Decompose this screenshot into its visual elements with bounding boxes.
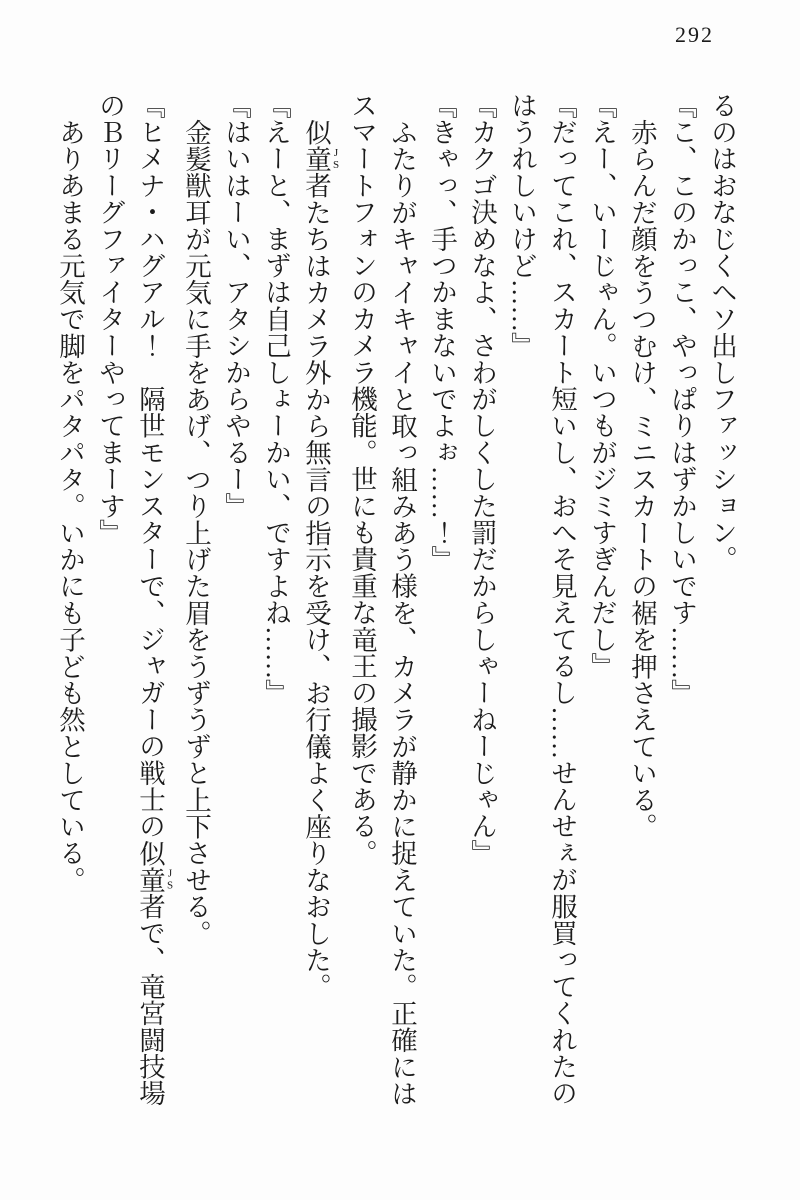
paragraph: 金髪獣耳が元気に手をあげ、つり上げた眉をうずうずと上下させる。 bbox=[181, 118, 211, 947]
paragraph: ありあまる元気で脚をパタパタ。いかにも子ども然としている。 bbox=[55, 118, 85, 893]
ruby-text: JS bbox=[164, 839, 176, 920]
paragraph: 『えー、いーじゃん。いつもがジミすぎんだし』 bbox=[587, 92, 617, 680]
paragraph: 赤らんだ顔をうつむけ、ミニスカートの裾を押さえている。 bbox=[627, 118, 657, 840]
paragraph: るのはおなじくヘソ出しファッション。 bbox=[707, 92, 737, 573]
paragraph: 『えーと、まずは自己しょーかい、ですよね……』 bbox=[261, 92, 291, 707]
paragraph: 『きゃっ、手つかまないでよぉ……！』 bbox=[427, 92, 457, 573]
page-number: 292 bbox=[675, 22, 714, 47]
ruby-base: 似童者 bbox=[135, 839, 165, 920]
paragraph: 『こ、このかっこ、やっぱりはずかしいです……』 bbox=[667, 92, 697, 707]
paragraph: 似童者 JSたちはカメラ外から無言の指示を受け、お行儀よく座りなおした。 bbox=[301, 118, 342, 1000]
ruby-annotation bbox=[301, 118, 342, 199]
paragraph: 『ヒメナ・ハグアル！ 隔世モンスターで、ジャガーの戦士の似童者 JSで、竜宮闘技場のＢリーグファイターやってまーす』 bbox=[95, 92, 176, 1107]
ruby-annotation bbox=[135, 839, 176, 920]
paragraph: 『だってこれ、スカート短いし、おへそ見えてるし……せんせぇが服買ってくれたのはうれしいけど……』 bbox=[507, 92, 577, 1107]
paragraph: 『はいはーい、アタシからやるー』 bbox=[221, 92, 251, 520]
ruby-text: JS bbox=[330, 118, 342, 199]
paragraph: ふたりがキャイキャイと取っ組みあう様を、カメラが静かに捉えていた。正確にはスマートフォンのカメラ機能。世にも貴重な竜王の撮影である。 bbox=[347, 92, 417, 1107]
text-block bbox=[50, 92, 742, 1112]
paragraph: 『カクゴ決めなよ、さわがしくした罰だからしゃーねーじゃん』 bbox=[467, 92, 497, 867]
ruby-base: 似童者 bbox=[301, 118, 331, 199]
